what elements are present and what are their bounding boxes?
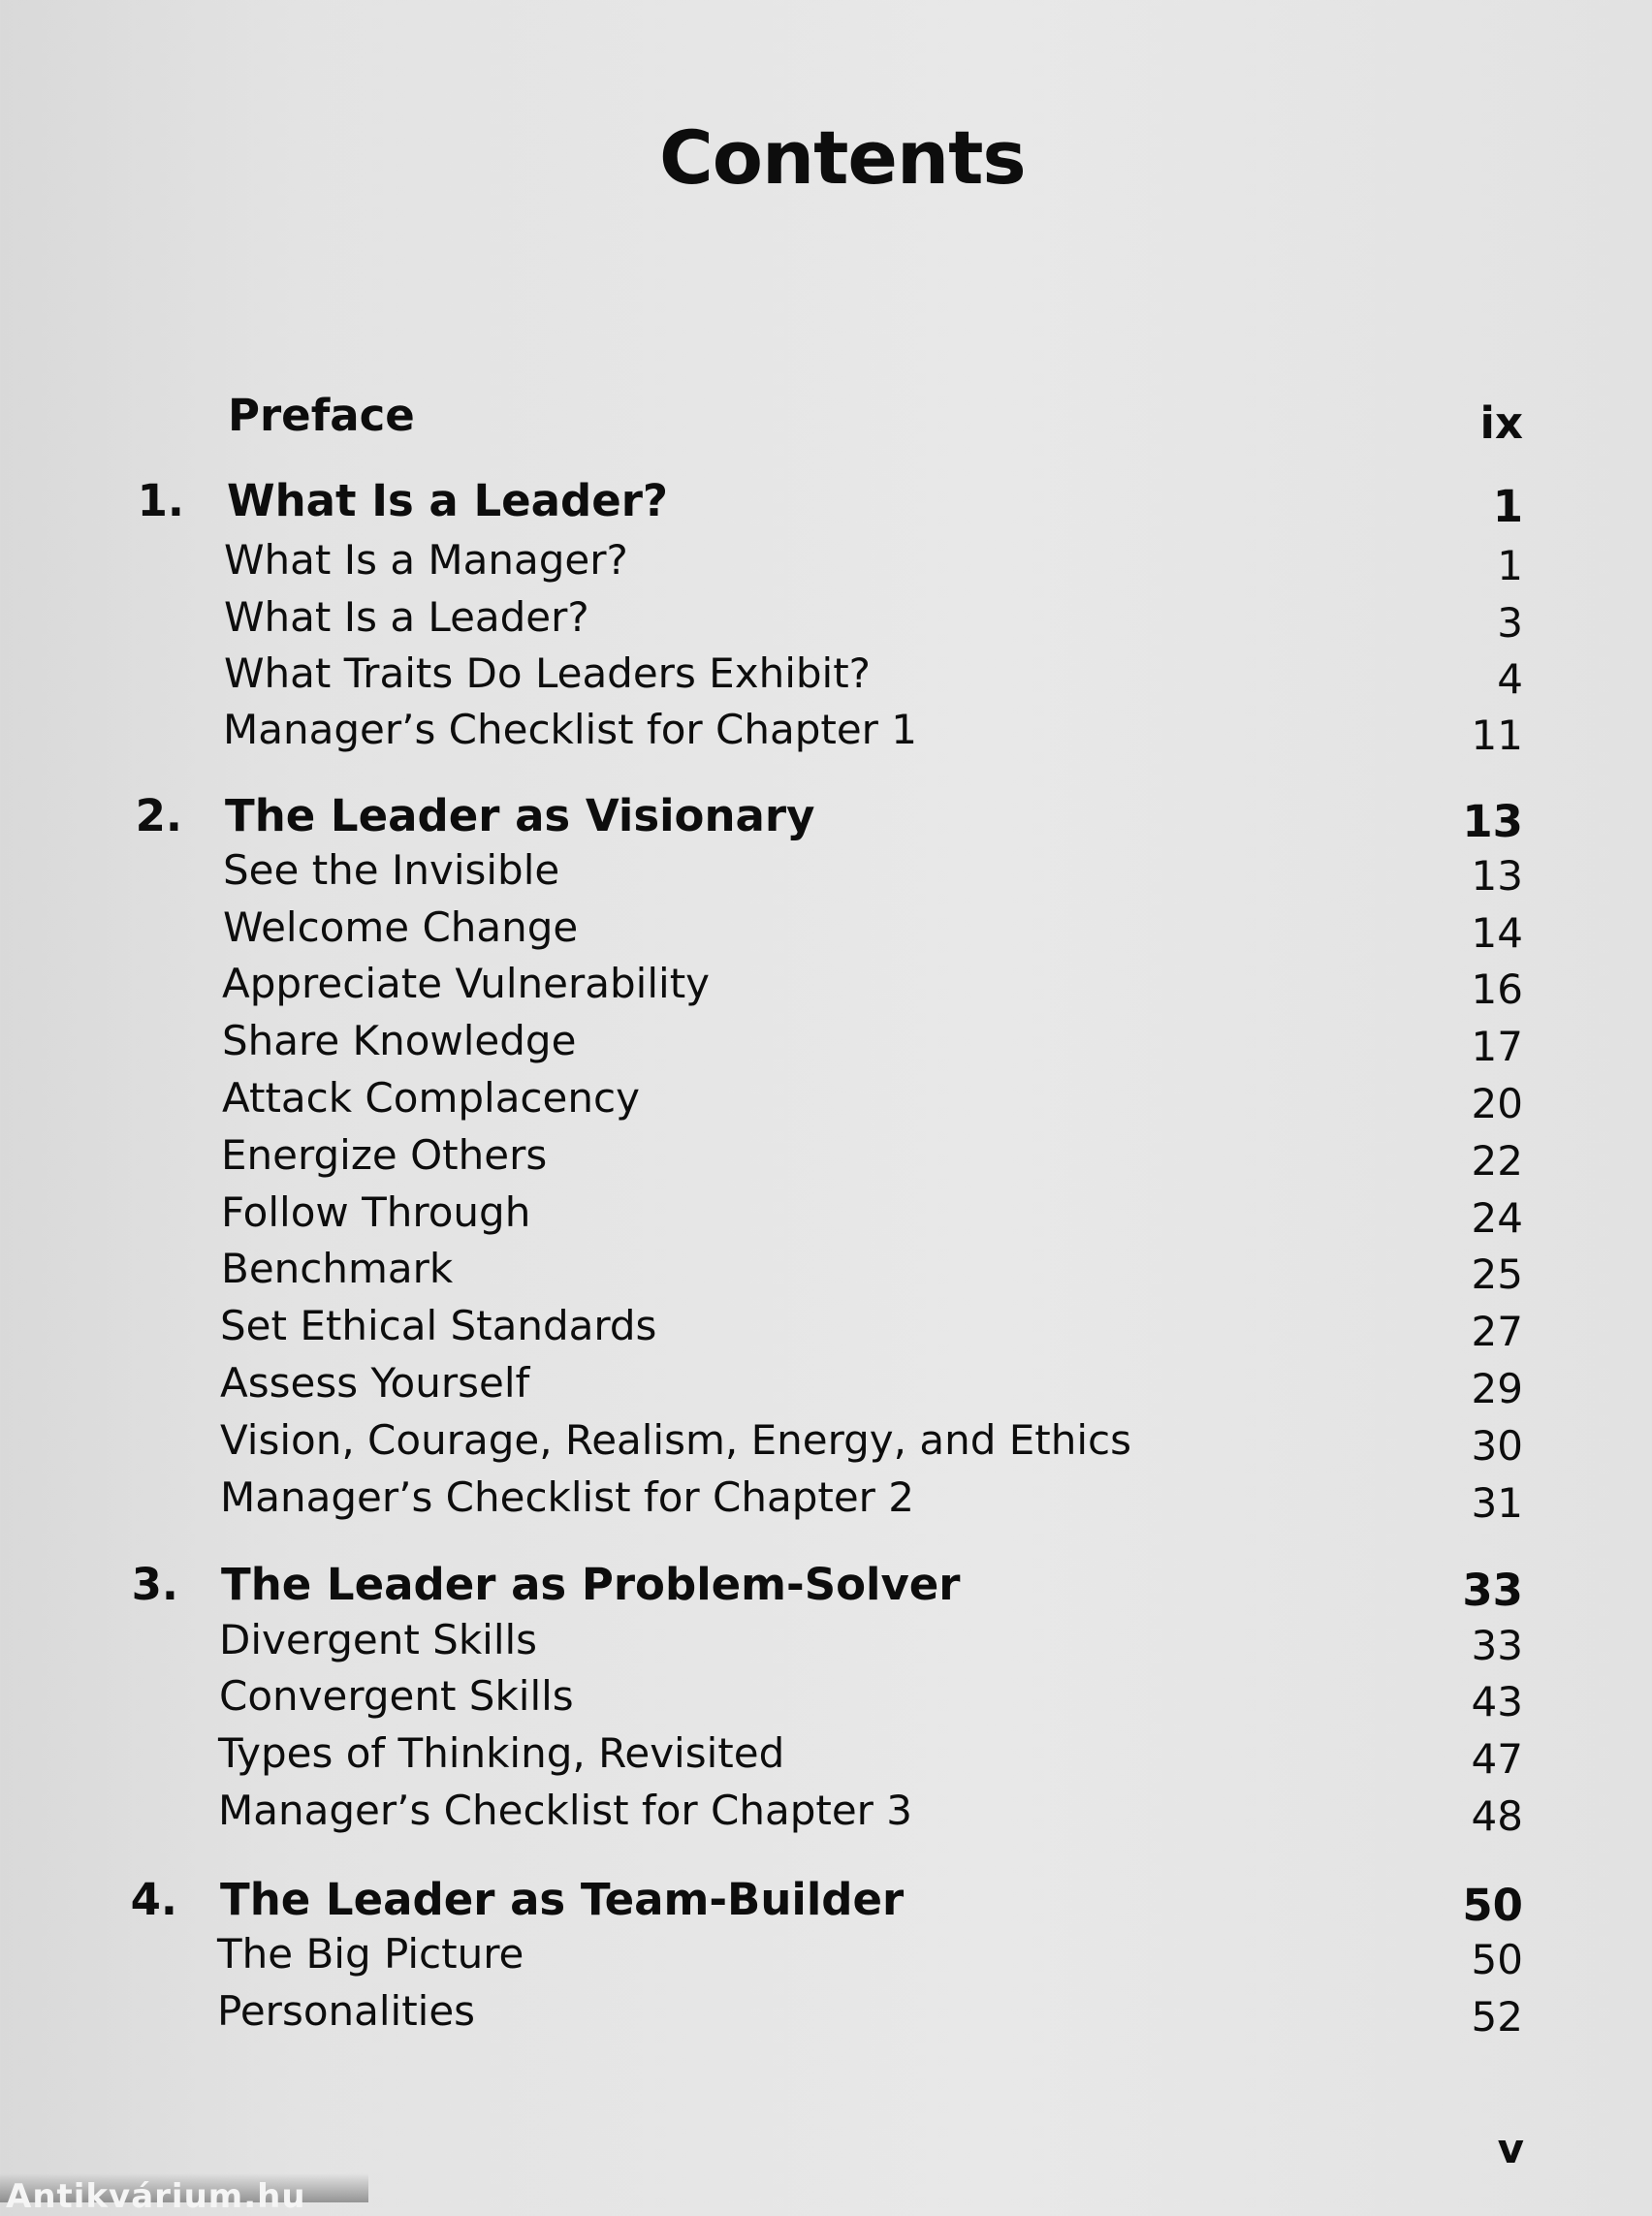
toc-section-row	[0, 1672, 1652, 1728]
chapter-number: 4.	[130, 1874, 177, 1925]
chapter-title: The Leader as Team-Builder	[220, 1874, 905, 1925]
page-number: 11	[1471, 712, 1523, 759]
page-number: 25	[1471, 1250, 1523, 1298]
toc-section-row	[0, 960, 1652, 1016]
page-number: 50	[1462, 1880, 1523, 1931]
section-title: What Is a Manager?	[224, 536, 628, 584]
toc-section-row	[0, 1017, 1652, 1073]
section-title: Benchmark	[221, 1245, 454, 1292]
page-number: 1	[1492, 481, 1523, 532]
toc-section-row	[0, 1787, 1652, 1843]
section-title: Assess Yourself	[220, 1359, 530, 1407]
section-title: Appreciate Vulnerability	[222, 960, 711, 1007]
toc-section-row	[0, 1987, 1652, 2043]
page-number: 22	[1471, 1137, 1523, 1185]
page-number: 27	[1471, 1308, 1523, 1355]
watermark-text: Antikvárium.hu	[6, 2177, 306, 2216]
page-number: 17	[1471, 1023, 1523, 1070]
toc-section-row	[0, 593, 1652, 649]
section-title: Convergent Skills	[219, 1672, 574, 1720]
toc-section-row	[0, 1131, 1652, 1187]
page-number: 48	[1471, 1792, 1523, 1840]
toc-section-row	[0, 1188, 1652, 1245]
toc-section-row	[0, 1473, 1652, 1530]
page-number: 47	[1471, 1735, 1523, 1783]
page-number: 3	[1497, 599, 1523, 647]
page-folio: v	[1497, 2125, 1524, 2172]
page-number: 43	[1471, 1678, 1523, 1725]
section-title: Follow Through	[221, 1188, 531, 1236]
page-number: 1	[1497, 542, 1523, 589]
page-number: 31	[1471, 1479, 1523, 1527]
page-number: 20	[1471, 1080, 1523, 1127]
section-title: Energize Others	[221, 1131, 548, 1179]
section-title: Divergent Skills	[219, 1616, 538, 1663]
section-title: Personalities	[217, 1987, 476, 2035]
toc-section-row	[0, 1359, 1652, 1415]
section-title: Set Ethical Standards	[220, 1302, 657, 1349]
section-title: Manager’s Checklist for Chapter 3	[218, 1787, 913, 1834]
watermark-strip	[0, 2173, 368, 2216]
section-title: Manager’s Checklist for Chapter 2	[220, 1473, 915, 1521]
section-title: The Big Picture	[217, 1930, 524, 1978]
page-number: 16	[1471, 966, 1523, 1013]
chapter-number: 2.	[135, 790, 182, 841]
page-number: 14	[1471, 909, 1523, 957]
chapter-title: The Leader as Problem-Solver	[221, 1559, 961, 1610]
section-title: See the Invisible	[223, 846, 560, 894]
toc-chapter-row	[0, 1874, 1652, 1930]
chapter-title: What Is a Leader?	[227, 475, 669, 526]
toc-section-row	[0, 536, 1652, 592]
section-title: Share Knowledge	[222, 1017, 577, 1064]
toc-section-row	[0, 706, 1652, 762]
page-title: Contents	[659, 114, 1026, 201]
toc-section-row	[0, 903, 1652, 960]
section-title: Vision, Courage, Realism, Energy, and Ethics	[220, 1416, 1131, 1464]
toc-chapter-row	[0, 1559, 1652, 1615]
toc-chapter-row	[0, 475, 1652, 531]
toc-section-row	[0, 1930, 1652, 1986]
chapter-number: 3.	[131, 1559, 178, 1610]
toc-section-row	[0, 1729, 1652, 1786]
section-title: What Is a Leader?	[224, 593, 589, 641]
toc-section-row	[0, 1245, 1652, 1301]
section-title: Manager’s Checklist for Chapter 1	[223, 706, 918, 753]
chapter-number: 1.	[137, 475, 184, 526]
preface-title: Preface	[228, 390, 415, 441]
toc-section-row	[0, 1074, 1652, 1130]
page-number: 30	[1471, 1422, 1523, 1470]
toc-section-row	[0, 846, 1652, 902]
page-number: 33	[1471, 1622, 1523, 1669]
page-number: 29	[1471, 1365, 1523, 1412]
page-number: 50	[1471, 1936, 1523, 1983]
page-number: ix	[1479, 397, 1523, 449]
chapter-title: The Leader as Visionary	[225, 790, 815, 841]
section-title: What Traits Do Leaders Exhibit?	[224, 649, 871, 697]
page-number: 13	[1471, 852, 1523, 900]
toc-preface-row	[0, 390, 1652, 449]
toc-section-row	[0, 1302, 1652, 1358]
section-title: Types of Thinking, Revisited	[218, 1729, 785, 1777]
toc-section-row	[0, 1416, 1652, 1472]
section-title: Welcome Change	[223, 903, 579, 951]
toc-chapter-row	[0, 790, 1652, 846]
page-number: 4	[1497, 655, 1523, 703]
page-number: 24	[1471, 1194, 1523, 1242]
section-title: Attack Complacency	[222, 1074, 640, 1122]
page-number: 13	[1462, 796, 1523, 847]
toc-section-row	[0, 1616, 1652, 1672]
page-number: 52	[1471, 1993, 1523, 2041]
toc-section-row	[0, 649, 1652, 706]
page-number: 33	[1462, 1565, 1523, 1616]
